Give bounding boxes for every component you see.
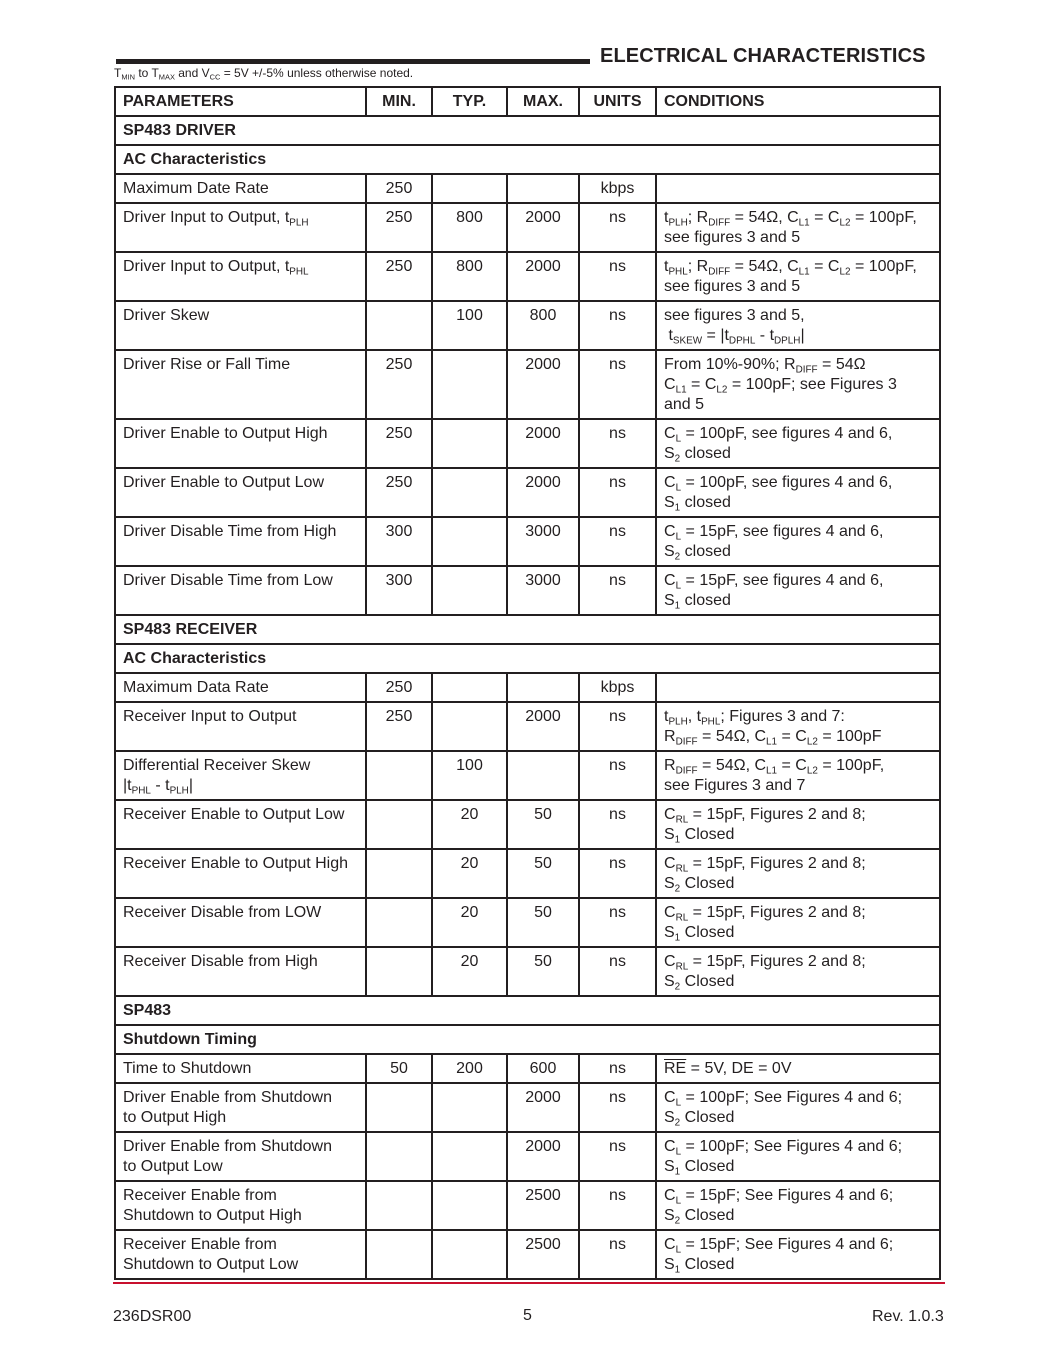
conditions-cell: $C_L = 15pF$; See Figures 4 and 6; $S_2$ Closed [656,1181,940,1230]
table-row [115,800,940,849]
max-cell: 600 [507,1054,579,1083]
max-cell: 2000 [507,252,579,301]
parameter-cell: Receiver Disable from LOW [115,898,366,947]
min-cell: 250 [366,203,432,252]
conditions-cell: $\overline{RE} = 5V$, DE = 0V [656,1054,940,1083]
table-row [115,468,940,517]
table-row [115,751,940,800]
table-row [115,1132,940,1181]
conditions-cell: $C_L = 100pF$, see figures 4 and 6, $S_1$ closed [656,468,940,517]
parameter-cell: Driver Disable Time from Low [115,566,366,615]
conditions-cell [656,673,940,702]
typ-cell: 20 [432,898,507,947]
table-row [115,673,940,702]
max-cell: 50 [507,898,579,947]
header-min: MIN. [366,87,432,116]
parameter-cell: Receiver Enable from Shutdown to Output Low [115,1230,366,1279]
table-row [115,1054,940,1083]
table-row [115,566,940,615]
table-row [115,419,940,468]
table-row [115,301,940,350]
min-cell [366,1132,432,1181]
min-cell: 250 [366,350,432,419]
parameter-cell: Differential Receiver Skew $|t_{PHL} - t_{PLH}|$ [115,751,366,800]
units-cell: ns [579,203,656,252]
typ-cell [432,350,507,419]
table-row [115,702,940,751]
units-cell: ns [579,800,656,849]
typ-cell: 800 [432,203,507,252]
min-cell: 300 [366,566,432,615]
table-row [115,203,940,252]
max-cell: 2500 [507,1230,579,1279]
section-row [115,996,940,1025]
typ-cell [432,1230,507,1279]
header-max: MAX. [507,87,579,116]
conditions-cell: $t_{PLH}$; $R_{DIFF} = 54\Omega$, $C_{L1} = C_{L2} = 100pF$, see figures 3 and 5 [656,203,940,252]
table-row [115,174,940,203]
section-title: SP483 RECEIVER [115,615,940,644]
units-cell: kbps [579,673,656,702]
header-parameters: PARAMETERS [115,87,366,116]
electrical-characteristics-table [114,86,941,1280]
parameter-cell: Receiver Enable to Output High [115,849,366,898]
revision-label: Rev. 1.0.3 [872,1308,944,1325]
min-cell [366,800,432,849]
header-typ: TYP. [432,87,507,116]
min-cell: 250 [366,702,432,751]
units-cell: ns [579,1054,656,1083]
units-cell: ns [579,350,656,419]
min-cell [366,849,432,898]
table-row [115,1230,940,1279]
table-row [115,947,940,996]
min-cell: 250 [366,419,432,468]
page-title: ELECTRICAL CHARACTERISTICS [600,45,926,67]
typ-cell: 200 [432,1054,507,1083]
parameter-cell: Driver Enable to Output High [115,419,366,468]
section-row [115,145,940,174]
footer-rule [113,1282,945,1284]
max-cell: 2000 [507,419,579,468]
typ-cell [432,1132,507,1181]
section-row [115,116,940,145]
conditions-cell: $C_L = 15pF$, see figures 4 and 6, $S_2$ closed [656,517,940,566]
units-cell: ns [579,702,656,751]
parameter-cell: Driver Input to Output, $t_{PHL}$ [115,252,366,301]
conditions-cell [656,174,940,203]
max-cell: 50 [507,947,579,996]
max-cell: 2000 [507,702,579,751]
document-number: 236DSR00 [113,1308,192,1325]
typ-cell [432,174,507,203]
parameter-cell: Driver Enable to Output Low [115,468,366,517]
max-cell: 50 [507,849,579,898]
parameter-cell: Time to Shutdown [115,1054,366,1083]
typ-cell [432,566,507,615]
parameter-cell: Receiver Disable from High [115,947,366,996]
min-cell: 50 [366,1054,432,1083]
units-cell: kbps [579,174,656,203]
section-title: SP483 [115,996,940,1025]
units-cell: ns [579,751,656,800]
header-conditions: CONDITIONS [656,87,940,116]
conditions-cell: $C_L = 100pF$, see figures 4 and 6, $S_2$ closed [656,419,940,468]
units-cell: ns [579,1181,656,1230]
max-cell [507,751,579,800]
parameter-cell: Driver Enable from Shutdown to Output High [115,1083,366,1132]
parameter-cell: Maximum Date Rate [115,174,366,203]
max-cell [507,174,579,203]
units-cell: ns [579,1083,656,1132]
table-row [115,1083,940,1132]
header-rule [116,59,590,64]
min-cell [366,301,432,350]
typ-cell [432,673,507,702]
typ-cell: 20 [432,947,507,996]
conditions-cell: $t_{PLH}$, $t_{PHL}$; Figures 3 and 7: $R_{DIFF} = 54\Omega$, $C_{L1} = C_{L2} = 100pF$ [656,702,940,751]
table-row [115,849,940,898]
typ-cell: 20 [432,800,507,849]
max-cell: 3000 [507,517,579,566]
min-cell [366,1181,432,1230]
table-row [115,252,940,301]
units-cell: ns [579,419,656,468]
conditions-cell: $C_L = 15pF$; See Figures 4 and 6; $S_1$ Closed [656,1230,940,1279]
conditions-cell: $t_{PHL}$; $R_{DIFF} = 54\Omega$, $C_{L1} = C_{L2} = 100pF$, see figures 3 and 5 [656,252,940,301]
typ-cell: 20 [432,849,507,898]
min-cell: 250 [366,252,432,301]
typ-cell [432,1083,507,1132]
conditions-cell: $C_L = 100pF$; See Figures 4 and 6; $S_1$ Closed [656,1132,940,1181]
units-cell: ns [579,849,656,898]
table-row [115,517,940,566]
conditions-cell: $C_L = 100pF$; See Figures 4 and 6; $S_2$ Closed [656,1083,940,1132]
max-cell: 2000 [507,1132,579,1181]
conditions-cell: $C_L = 15pF$, see figures 4 and 6, $S_1$ closed [656,566,940,615]
units-cell: ns [579,252,656,301]
conditions-cell: $C_{RL} = 15pF$, Figures 2 and 8; $S_2$ Closed [656,849,940,898]
max-cell: 2500 [507,1181,579,1230]
parameter-cell: Receiver Enable from Shutdown to Output High [115,1181,366,1230]
parameter-cell: Maximum Data Rate [115,673,366,702]
max-cell [507,673,579,702]
conditions-cell: $C_{RL} = 15pF$, Figures 2 and 8; $S_2$ Closed [656,947,940,996]
section-row [115,644,940,673]
units-cell: ns [579,947,656,996]
units-cell: ns [579,517,656,566]
min-cell: 250 [366,673,432,702]
header-units: UNITS [579,87,656,116]
units-cell: ns [579,1132,656,1181]
parameter-cell: Driver Enable from Shutdown to Output Low [115,1132,366,1181]
conditions-note: $T_{MIN}$ to $T_{MAX}$ and $V_{CC} = 5V +/-5\%$ unless otherwise noted. [114,66,414,82]
section-subtitle: AC Characteristics [115,644,940,673]
min-cell [366,751,432,800]
parameter-cell: Driver Disable Time from High [115,517,366,566]
table-header-row [115,87,940,116]
typ-cell [432,702,507,751]
min-cell [366,898,432,947]
max-cell: 2000 [507,1083,579,1132]
section-row [115,1025,940,1054]
units-cell: ns [579,468,656,517]
page-number: 5 [523,1307,532,1324]
section-row [115,615,940,644]
typ-cell [432,1181,507,1230]
table-row [115,1181,940,1230]
parameter-cell: Driver Skew [115,301,366,350]
table-row [115,898,940,947]
max-cell: 3000 [507,566,579,615]
min-cell [366,947,432,996]
max-cell: 800 [507,301,579,350]
conditions-cell: $C_{RL} = 15pF$, Figures 2 and 8; $S_1$ Closed [656,800,940,849]
section-subtitle: AC Characteristics [115,145,940,174]
conditions-cell: see figures 3 and 5, $t_{SKEW} = |t_{DPHL} - t_{DPLH}|$ [656,301,940,350]
units-cell: ns [579,301,656,350]
max-cell: 2000 [507,468,579,517]
typ-cell [432,517,507,566]
typ-cell: 100 [432,301,507,350]
min-cell: 300 [366,517,432,566]
min-cell [366,1083,432,1132]
units-cell: ns [579,898,656,947]
typ-cell [432,468,507,517]
min-cell: 250 [366,174,432,203]
max-cell: 50 [507,800,579,849]
parameter-cell: Driver Input to Output, $t_{PLH}$ [115,203,366,252]
min-cell: 250 [366,468,432,517]
typ-cell [432,419,507,468]
typ-cell: 100 [432,751,507,800]
max-cell: 2000 [507,350,579,419]
parameter-cell: Driver Rise or Fall Time [115,350,366,419]
units-cell: ns [579,566,656,615]
units-cell: ns [579,1230,656,1279]
conditions-cell: $R_{DIFF} = 54\Omega$, $C_{L1} = C_{L2} = 100pF$, see Figures 3 and 7 [656,751,940,800]
typ-cell: 800 [432,252,507,301]
section-subtitle: Shutdown Timing [115,1025,940,1054]
conditions-cell: From 10%-90%; $R_{DIFF} = 54\Omega$ $C_{L1} = C_{L2} = 100pF$; see Figures 3 and 5 [656,350,940,419]
min-cell [366,1230,432,1279]
section-title: SP483 DRIVER [115,116,940,145]
parameter-cell: Receiver Enable to Output Low [115,800,366,849]
table-row [115,350,940,419]
parameter-cell: Receiver Input to Output [115,702,366,751]
conditions-cell: $C_{RL} = 15pF$, Figures 2 and 8; $S_1$ Closed [656,898,940,947]
max-cell: 2000 [507,203,579,252]
